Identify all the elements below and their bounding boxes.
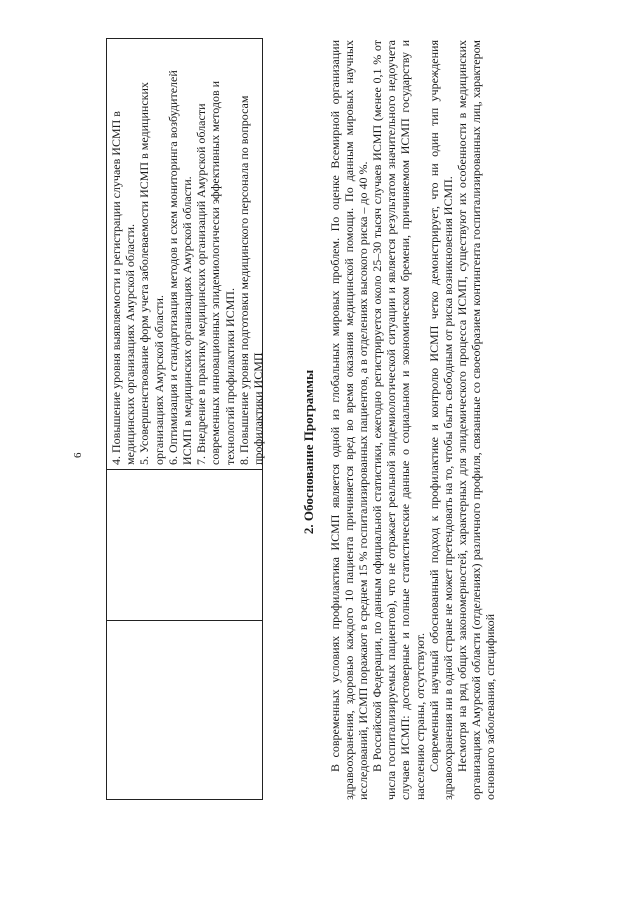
paragraph: Современный научный обоснованный подход к профилактике и контролю ИСМП четко демонстрирует, что ни один тип учреждения здравоохранения ни в одной стране не может претендовать на то, чтобы быть свободным от риска возникновения ИСМП. [426,40,455,800]
table-empty-column-1 [107,620,262,799]
tasks-table [106,38,266,800]
page-number: 6 [72,452,84,458]
section-body [328,40,497,800]
paragraph: Несмотря на ряд общих закономерностей, характерных для эпидемического процесса ИСМП, существуют их особенности в медицинских организациях Амурской области (отделениях) различного профиля, связанные со своеобразием контингента госпитализированных лиц, характером основного заболевания, спецификой [454,40,498,800]
task-item-7: 7. Внедрение в практику медицинских организаций Амурской области современных инновационных эпидемиологически эффективных методов и технологий профилактики ИСМП. [194,80,237,465]
task-item-8: 8. Повышение уровня подготовки медицинского персонала по вопросам профилактики ИСМП [236,95,266,465]
task-item-6: 6. Оптимизация и стандартизация методов и схем мониторинга возбудителей ИСМП в медицинских организациях Амурской области. [165,70,195,465]
section-heading: 2. Обоснование Программы [301,369,316,535]
task-item-4: 4. Повышение уровня выявляемости и регистрации случаев ИСМП в медицинских организациях Амурской области. [109,111,138,465]
paragraph: В современных условиях профилактика ИСМП является одной из глобальных мировых проблем. По оценке Всемирной организации здравоохранения, здоровью каждого 10 пациента причиняется вред во время оказания медицинской помощи. По данным мировых научных исследований, ИСМП поражают в среднем 15 % госпитализированных пациентов, а в отделениях высокого риска – до 40 %. [328,40,371,800]
task-item-5: 5. Усовершенствование форм учета заболеваемости ИСМП в медицинских организациях Амурской области. [137,82,166,465]
paragraph: В Российской Федерации, по данным официальной статистики, ежегодно регистрируется около 25–30 тысяч случаев ИСМП (менее 0,1 % от числа госпитализируемых пациентов), что не отражает реальной эпидемиологической ситуации и является результатом значительного недоучета случаев ИСМП: достоверные и полные статистические данные о социальном и экономическом бремени, причиняемом ИСМП государству и населению страны, отсутствуют. [370,40,427,800]
table-task-list [107,39,266,469]
table-empty-column-2 [107,469,262,620]
